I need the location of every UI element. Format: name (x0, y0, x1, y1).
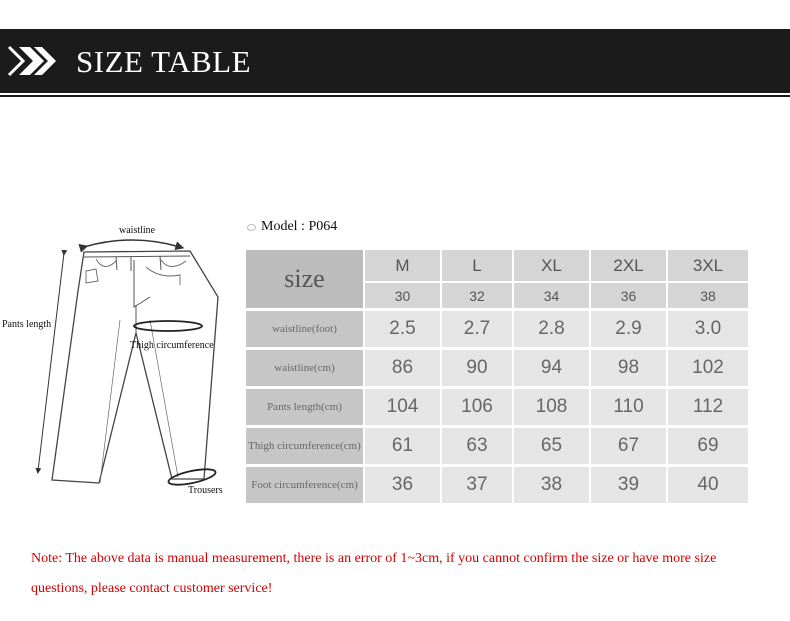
table-cell: 98 (591, 350, 666, 386)
size-number-header: 36 (591, 283, 666, 308)
table-cell: 94 (514, 350, 589, 386)
size-number-header: 38 (668, 283, 748, 308)
table-cell: 112 (668, 389, 748, 425)
pants-diagram (0, 215, 240, 505)
table-cell: 63 (442, 428, 512, 464)
size-letter-header: M (365, 250, 440, 281)
table-cell: 2.9 (591, 311, 666, 347)
table-cell: 2.8 (514, 311, 589, 347)
model-line (247, 219, 337, 235)
table-cell: 3.0 (668, 311, 748, 347)
trousers-label: Trousers (188, 485, 223, 496)
measurement-note: Note: The above data is manual measurement, there is an error of 1~3cm, if you cannot confirm the size or have more size questions, please contact customer service! (31, 551, 717, 596)
table-cell: 90 (442, 350, 512, 386)
size-number-header: 32 (442, 283, 512, 308)
table-cell: 106 (442, 389, 512, 425)
pants-length-label: Pants length (2, 319, 52, 330)
table-cell: 61 (365, 428, 440, 464)
table-cell: 102 (668, 350, 748, 386)
row-label: waistline(cm) (246, 350, 363, 386)
table-cell: 38 (514, 467, 589, 503)
table-cell: 108 (514, 389, 589, 425)
size-letter-header: 3XL (668, 250, 748, 281)
row-label: Pants length(cm) (246, 389, 363, 425)
table-cell: 110 (591, 389, 666, 425)
size-letter-header: XL (514, 250, 589, 281)
size-header-cell: size (246, 250, 363, 308)
table-cell: 40 (668, 467, 748, 503)
table-cell: 37 (442, 467, 512, 503)
header-divider (0, 95, 790, 97)
page-title: SIZE TABLE (76, 44, 252, 79)
size-number-header: 30 (365, 283, 440, 308)
row-label: waistline(foot) (246, 311, 363, 347)
thigh-circumference-label: Thigh circumference (130, 340, 214, 351)
table-cell: 104 (365, 389, 440, 425)
table-cell: 2.5 (365, 311, 440, 347)
size-number-header: 34 (514, 283, 589, 308)
header-banner (0, 29, 790, 93)
table-cell: 36 (365, 467, 440, 503)
bullet-icon (247, 224, 256, 231)
row-label: Thigh circumference(cm) (246, 428, 363, 464)
jeans-outline-icon (0, 215, 240, 505)
table-cell: 65 (514, 428, 589, 464)
double-chevron-icon (6, 44, 60, 78)
table-cell: 67 (591, 428, 666, 464)
model-label: Model : P064 (261, 219, 338, 234)
table-cell: 39 (591, 467, 666, 503)
table-cell: 86 (365, 350, 440, 386)
table-cell: 2.7 (442, 311, 512, 347)
waistline-label: waistline (119, 225, 156, 236)
size-letter-header: L (442, 250, 512, 281)
table-cell: 69 (668, 428, 748, 464)
row-label: Foot circumference(cm) (246, 467, 363, 503)
size-letter-header: 2XL (591, 250, 666, 281)
